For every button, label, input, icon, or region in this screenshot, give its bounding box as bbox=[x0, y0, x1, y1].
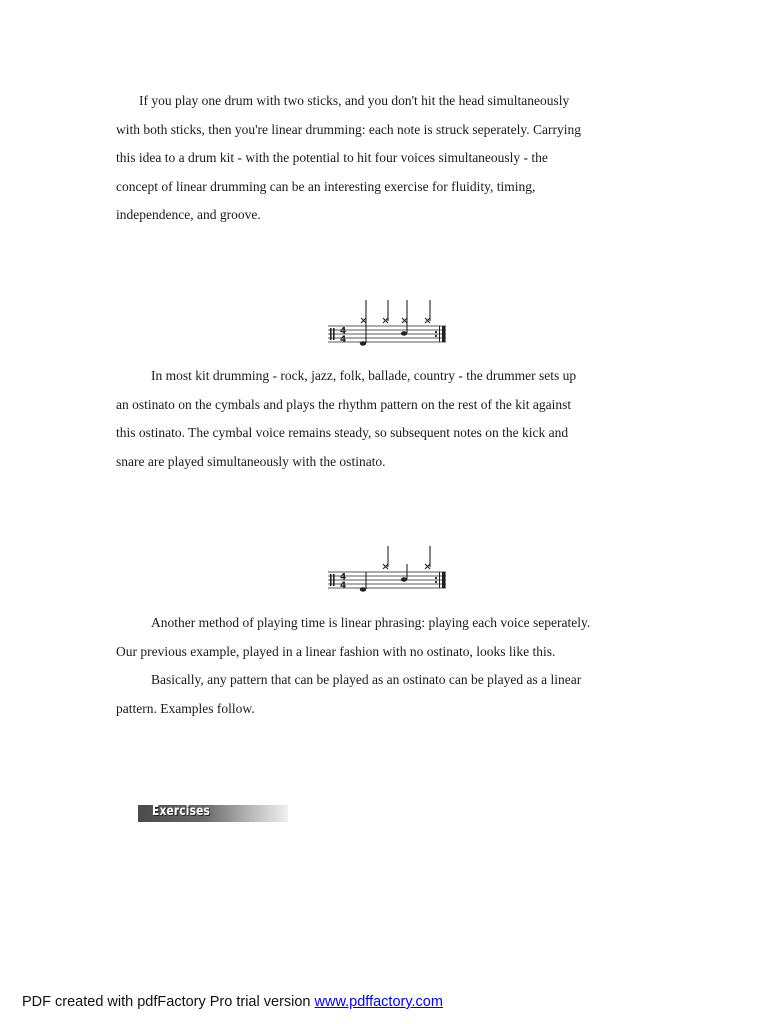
time-signature-top: 4 bbox=[340, 326, 347, 337]
time-signature-top: 4 bbox=[340, 572, 347, 583]
text-line: this idea to a drum kit - with the potential to hit four voices simultaneously - the bbox=[116, 150, 548, 165]
kick-note-icon bbox=[360, 587, 366, 591]
cymbal-note-icon bbox=[361, 318, 366, 323]
snare-note-icon bbox=[401, 331, 407, 335]
cymbal-note-icon bbox=[383, 318, 388, 323]
pdf-footer bbox=[22, 994, 443, 1010]
snare-note-icon bbox=[401, 577, 407, 581]
time-signature-bottom: 4 bbox=[340, 335, 347, 345]
text-line: snare are played simultaneously with the ostinato. bbox=[116, 453, 386, 469]
cymbal-note-icon bbox=[383, 564, 388, 569]
cymbal-note-icon bbox=[425, 318, 430, 323]
exercises-banner-label: Exercises bbox=[152, 804, 211, 819]
text-line: independence, and groove. bbox=[116, 207, 261, 222]
text-line: an ostinato on the cymbals and plays the rhythm pattern on the rest of the kit against bbox=[116, 396, 572, 412]
drum-notation-ostinato bbox=[322, 296, 452, 354]
paragraph-linear-drumming bbox=[116, 87, 661, 230]
footer-text: PDF created with pdfFactory Pro trial version bbox=[22, 994, 315, 1010]
text-line: In most kit drumming - rock, jazz, folk, ballade, country - the drummer sets up bbox=[151, 368, 577, 383]
cymbal-note-icon bbox=[425, 564, 430, 569]
text-line: concept of linear drumming can be an interesting exercise for fluidity, timing, bbox=[116, 178, 536, 194]
exercises-banner bbox=[138, 802, 288, 826]
text-line: Another method of playing time is linear phrasing: playing each voice seperately. bbox=[151, 615, 591, 630]
footer-link[interactable]: www.pdffactory.com bbox=[314, 994, 443, 1010]
drum-notation-linear bbox=[322, 542, 452, 600]
paragraph-ostinato bbox=[116, 362, 661, 476]
text-line: this ostinato. The cymbal voice remains steady, so subsequent notes on the kick and bbox=[116, 425, 569, 440]
text-line: pattern. Examples follow. bbox=[116, 700, 255, 716]
text-line: with both sticks, then you're linear drumming: each note is struck seperately. Carrying bbox=[116, 121, 581, 137]
text-line: If you play one drum with two sticks, and you don't hit the head simultaneously bbox=[139, 93, 570, 108]
text-line: Basically, any pattern that can be played as an ostinato can be played as a linear bbox=[151, 672, 582, 687]
cymbal-note-icon bbox=[402, 318, 407, 323]
kick-note-icon bbox=[360, 341, 366, 345]
paragraph-linear-phrasing bbox=[116, 609, 661, 723]
time-signature-bottom: 4 bbox=[340, 581, 347, 591]
text-line: Our previous example, played in a linear fashion with no ostinato, looks like this. bbox=[116, 643, 556, 659]
